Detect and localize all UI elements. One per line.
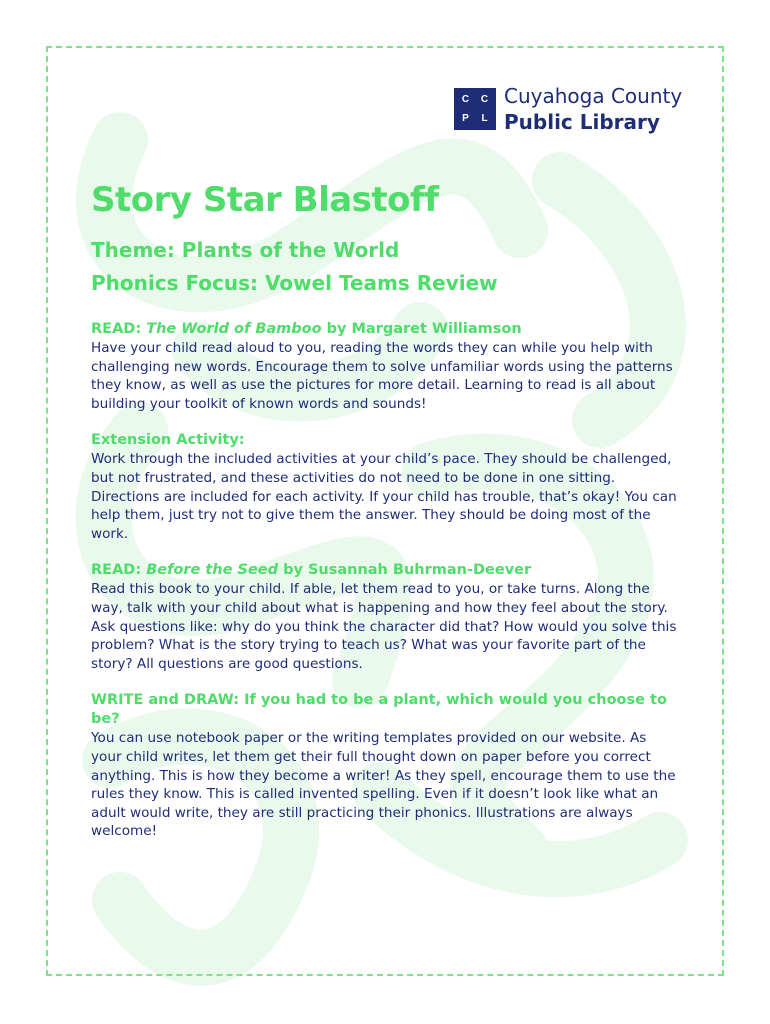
section-body: Have your child read aloud to you, reading the words they can while you help with challenging new words. Encourage them to solve unfamiliar words using the patterns they know, as well as use the pictures for more detail. Learning to read is all about building your toolkit of known words and sounds! bbox=[91, 340, 673, 412]
heading-prefix: READ: bbox=[91, 321, 147, 337]
book-title: The World of Bamboo bbox=[146, 321, 322, 337]
book-author: by Susannah Buhrman-Deever bbox=[278, 562, 532, 579]
library-logo bbox=[454, 83, 682, 135]
main-content bbox=[91, 178, 681, 859]
phonics-heading: Phonics Focus: Vowel Teams Review bbox=[91, 271, 498, 295]
logo-line-library: Public Library bbox=[504, 110, 660, 134]
book-title: Before the Seed bbox=[146, 562, 279, 579]
section-heading bbox=[91, 561, 681, 580]
logo-letter: P bbox=[462, 113, 469, 124]
heading-prefix: READ: bbox=[91, 562, 147, 579]
theme-heading: Theme: Plants of the World bbox=[91, 238, 400, 262]
logo-line-county: Cuyahoga County bbox=[504, 84, 683, 108]
heading-prefix: WRITE and DRAW: If you had to be a plant, which would you choose to be? bbox=[91, 692, 667, 728]
section-body: You can use notebook paper or the writing templates provided on our website. As your child writes, let them get their full thought down on paper before you correct anything. This is how they become a writer! As they spell, encourage them to use the rules they know. This is called invented spelling. Even if it doesn’t look like what an adult would write, they are still practicing their phonics. Illustrations are always welcome! bbox=[91, 730, 676, 840]
section-extension bbox=[91, 431, 681, 543]
section-body: Read this book to your child. If able, let them read to you, or take turns. Along the way, talk with your child about what is happening and how they feel about the story. Ask questions like: why do you think the character did that? How would you solve this problem? What is the story trying to teach us? What was your favorite part of the story? All questions are good questions. bbox=[91, 581, 677, 672]
page-title: Story Star Blastoff bbox=[91, 180, 439, 220]
logo-letter: L bbox=[481, 113, 488, 124]
logo-wordmark bbox=[504, 83, 682, 135]
section-heading bbox=[91, 320, 681, 339]
book-author: by Margaret Williamson bbox=[321, 321, 522, 337]
section-read-1 bbox=[91, 320, 681, 413]
section-heading bbox=[91, 431, 681, 450]
heading-prefix: Extension Activity: bbox=[91, 432, 245, 449]
logo-letter: C bbox=[480, 94, 489, 105]
section-body: Work through the included activities at your child’s pace. They should be challenged, but not frustrated, and these activities do not need to be done in one sitting. Directions are included for each activity. If your child has trouble, that’s okay! You can help them, just try not to give them the answer. They should be doing most of the work. bbox=[91, 451, 677, 542]
section-heading bbox=[91, 691, 681, 729]
section-read-2 bbox=[91, 561, 681, 673]
logo-mark bbox=[454, 88, 496, 130]
logo-letter: C bbox=[461, 94, 470, 105]
section-write-draw bbox=[91, 691, 681, 841]
